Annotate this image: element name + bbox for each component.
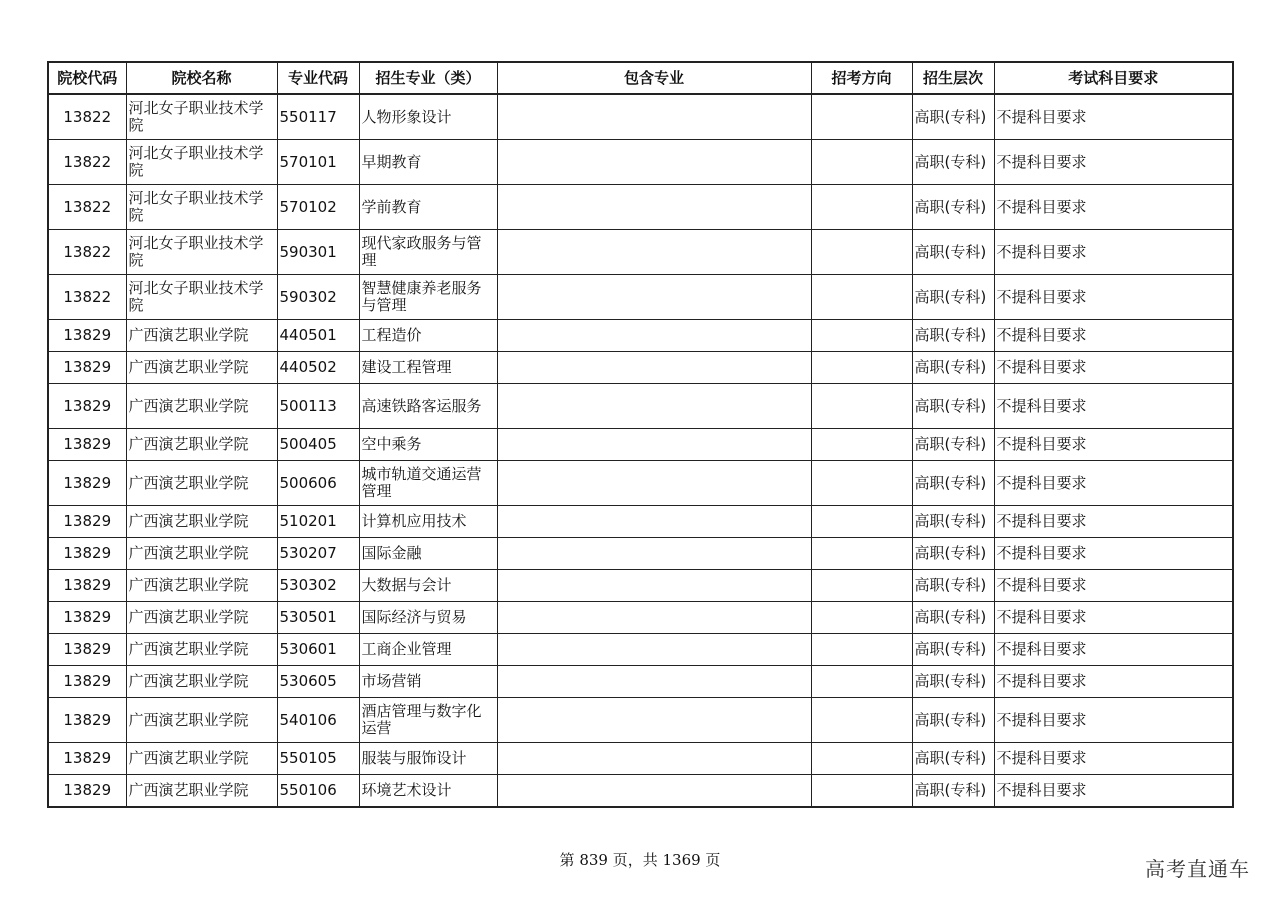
admissions-table	[47, 61, 1234, 808]
level-cell: 高职(专科)	[912, 94, 994, 140]
school-name-cell: 广西演艺职业学院	[126, 352, 277, 384]
included-majors-cell	[497, 275, 811, 320]
table-row	[48, 743, 1233, 775]
major-cell: 酒店管理与数字化运营	[359, 698, 497, 743]
level-cell: 高职(专科)	[912, 666, 994, 698]
table-row	[48, 384, 1233, 429]
included-majors-cell	[497, 140, 811, 185]
school-code-cell: 13829	[48, 775, 126, 808]
watermark: 高考直通车	[1145, 857, 1250, 881]
school-name-cell: 广西演艺职业学院	[126, 320, 277, 352]
table-row	[48, 775, 1233, 808]
subject-requirement-cell: 不提科目要求	[994, 570, 1233, 602]
major-code-cell: 570101	[277, 140, 359, 185]
included-majors-cell	[497, 666, 811, 698]
level-cell: 高职(专科)	[912, 352, 994, 384]
school-name-cell: 广西演艺职业学院	[126, 698, 277, 743]
subject-requirement-cell: 不提科目要求	[994, 185, 1233, 230]
major-cell: 城市轨道交通运营管理	[359, 461, 497, 506]
school-code-cell: 13829	[48, 570, 126, 602]
school-code-cell: 13822	[48, 275, 126, 320]
table-header-row	[48, 62, 1233, 94]
major-code-cell: 550105	[277, 743, 359, 775]
school-code-cell: 13822	[48, 230, 126, 275]
major-code-cell: 530605	[277, 666, 359, 698]
level-cell: 高职(专科)	[912, 140, 994, 185]
direction-cell	[811, 230, 912, 275]
direction-cell	[811, 775, 912, 808]
direction-cell	[811, 275, 912, 320]
header-major-code: 专业代码	[277, 62, 359, 94]
included-majors-cell	[497, 775, 811, 808]
school-name-cell: 广西演艺职业学院	[126, 634, 277, 666]
level-cell: 高职(专科)	[912, 275, 994, 320]
school-code-cell: 13822	[48, 140, 126, 185]
page-number: 第 839 页，共 1369 页	[559, 851, 721, 869]
major-cell: 智慧健康养老服务与管理	[359, 275, 497, 320]
school-name-cell: 广西演艺职业学院	[126, 506, 277, 538]
direction-cell	[811, 140, 912, 185]
major-cell: 建设工程管理	[359, 352, 497, 384]
direction-cell	[811, 352, 912, 384]
header-school-code: 院校代码	[48, 62, 126, 94]
major-code-cell: 530601	[277, 634, 359, 666]
subject-requirement-cell: 不提科目要求	[994, 634, 1233, 666]
school-name-cell: 河北女子职业技术学院	[126, 275, 277, 320]
included-majors-cell	[497, 634, 811, 666]
header-included-majors: 包含专业	[497, 62, 811, 94]
subject-requirement-cell: 不提科目要求	[994, 320, 1233, 352]
major-code-cell: 590302	[277, 275, 359, 320]
school-code-cell: 13829	[48, 666, 126, 698]
major-cell: 大数据与会计	[359, 570, 497, 602]
direction-cell	[811, 429, 912, 461]
school-name-cell: 广西演艺职业学院	[126, 743, 277, 775]
school-code-cell: 13829	[48, 352, 126, 384]
header-major: 招生专业（类）	[359, 62, 497, 94]
subject-requirement-cell: 不提科目要求	[994, 602, 1233, 634]
school-code-cell: 13829	[48, 461, 126, 506]
direction-cell	[811, 570, 912, 602]
table-row	[48, 538, 1233, 570]
table-row	[48, 320, 1233, 352]
school-code-cell: 13829	[48, 602, 126, 634]
major-cell: 早期教育	[359, 140, 497, 185]
major-code-cell: 530207	[277, 538, 359, 570]
direction-cell	[811, 538, 912, 570]
direction-cell	[811, 698, 912, 743]
major-code-cell: 510201	[277, 506, 359, 538]
school-name-cell: 河北女子职业技术学院	[126, 185, 277, 230]
direction-cell	[811, 634, 912, 666]
school-name-cell: 广西演艺职业学院	[126, 666, 277, 698]
direction-cell	[811, 185, 912, 230]
subject-requirement-cell: 不提科目要求	[994, 94, 1233, 140]
subject-requirement-cell: 不提科目要求	[994, 429, 1233, 461]
header-direction: 招考方向	[811, 62, 912, 94]
level-cell: 高职(专科)	[912, 506, 994, 538]
header-subject-requirement: 考试科目要求	[994, 62, 1233, 94]
major-cell: 工商企业管理	[359, 634, 497, 666]
direction-cell	[811, 743, 912, 775]
school-code-cell: 13822	[48, 185, 126, 230]
direction-cell	[811, 602, 912, 634]
direction-cell	[811, 506, 912, 538]
table-row	[48, 429, 1233, 461]
subject-requirement-cell: 不提科目要求	[994, 743, 1233, 775]
table-row	[48, 506, 1233, 538]
major-code-cell: 500405	[277, 429, 359, 461]
school-code-cell: 13829	[48, 743, 126, 775]
included-majors-cell	[497, 352, 811, 384]
major-code-cell: 540106	[277, 698, 359, 743]
direction-cell	[811, 666, 912, 698]
subject-requirement-cell: 不提科目要求	[994, 230, 1233, 275]
included-majors-cell	[497, 602, 811, 634]
major-code-cell: 530302	[277, 570, 359, 602]
table-row	[48, 602, 1233, 634]
major-cell: 高速铁路客运服务	[359, 384, 497, 429]
school-code-cell: 13829	[48, 506, 126, 538]
level-cell: 高职(专科)	[912, 429, 994, 461]
direction-cell	[811, 94, 912, 140]
major-cell: 市场营销	[359, 666, 497, 698]
table-row	[48, 185, 1233, 230]
included-majors-cell	[497, 570, 811, 602]
included-majors-cell	[497, 185, 811, 230]
major-code-cell: 590301	[277, 230, 359, 275]
subject-requirement-cell: 不提科目要求	[994, 140, 1233, 185]
subject-requirement-cell: 不提科目要求	[994, 775, 1233, 808]
major-cell: 工程造价	[359, 320, 497, 352]
major-code-cell: 530501	[277, 602, 359, 634]
major-cell: 学前教育	[359, 185, 497, 230]
major-cell: 现代家政服务与管理	[359, 230, 497, 275]
school-code-cell: 13829	[48, 429, 126, 461]
included-majors-cell	[497, 384, 811, 429]
school-code-cell: 13829	[48, 634, 126, 666]
header-school-name: 院校名称	[126, 62, 277, 94]
included-majors-cell	[497, 94, 811, 140]
major-cell: 国际经济与贸易	[359, 602, 497, 634]
school-name-cell: 广西演艺职业学院	[126, 461, 277, 506]
table-row	[48, 666, 1233, 698]
level-cell: 高职(专科)	[912, 230, 994, 275]
table-row	[48, 140, 1233, 185]
school-code-cell: 13822	[48, 94, 126, 140]
table-row	[48, 634, 1233, 666]
school-name-cell: 广西演艺职业学院	[126, 384, 277, 429]
header-level: 招生层次	[912, 62, 994, 94]
table-row	[48, 94, 1233, 140]
included-majors-cell	[497, 230, 811, 275]
subject-requirement-cell: 不提科目要求	[994, 275, 1233, 320]
table-row	[48, 698, 1233, 743]
major-code-cell: 570102	[277, 185, 359, 230]
school-name-cell: 广西演艺职业学院	[126, 570, 277, 602]
level-cell: 高职(专科)	[912, 320, 994, 352]
table-row	[48, 352, 1233, 384]
level-cell: 高职(专科)	[912, 384, 994, 429]
school-name-cell: 河北女子职业技术学院	[126, 140, 277, 185]
table-row	[48, 461, 1233, 506]
major-cell: 环境艺术设计	[359, 775, 497, 808]
major-cell: 人物形象设计	[359, 94, 497, 140]
school-code-cell: 13829	[48, 320, 126, 352]
school-code-cell: 13829	[48, 384, 126, 429]
school-name-cell: 广西演艺职业学院	[126, 775, 277, 808]
subject-requirement-cell: 不提科目要求	[994, 506, 1233, 538]
school-code-cell: 13829	[48, 698, 126, 743]
school-code-cell: 13829	[48, 538, 126, 570]
table-row	[48, 275, 1233, 320]
major-cell: 国际金融	[359, 538, 497, 570]
school-name-cell: 河北女子职业技术学院	[126, 230, 277, 275]
included-majors-cell	[497, 743, 811, 775]
included-majors-cell	[497, 506, 811, 538]
major-code-cell: 500606	[277, 461, 359, 506]
included-majors-cell	[497, 429, 811, 461]
level-cell: 高职(专科)	[912, 775, 994, 808]
subject-requirement-cell: 不提科目要求	[994, 538, 1233, 570]
school-name-cell: 广西演艺职业学院	[126, 429, 277, 461]
level-cell: 高职(专科)	[912, 538, 994, 570]
table-body	[48, 94, 1233, 807]
level-cell: 高职(专科)	[912, 461, 994, 506]
major-code-cell: 440502	[277, 352, 359, 384]
school-name-cell: 广西演艺职业学院	[126, 602, 277, 634]
included-majors-cell	[497, 461, 811, 506]
major-cell: 空中乘务	[359, 429, 497, 461]
subject-requirement-cell: 不提科目要求	[994, 698, 1233, 743]
major-cell: 计算机应用技术	[359, 506, 497, 538]
table-row	[48, 570, 1233, 602]
major-cell: 服装与服饰设计	[359, 743, 497, 775]
level-cell: 高职(专科)	[912, 634, 994, 666]
major-code-cell: 440501	[277, 320, 359, 352]
major-code-cell: 550106	[277, 775, 359, 808]
level-cell: 高职(专科)	[912, 698, 994, 743]
subject-requirement-cell: 不提科目要求	[994, 384, 1233, 429]
level-cell: 高职(专科)	[912, 602, 994, 634]
level-cell: 高职(专科)	[912, 185, 994, 230]
school-name-cell: 河北女子职业技术学院	[126, 94, 277, 140]
included-majors-cell	[497, 538, 811, 570]
major-code-cell: 550117	[277, 94, 359, 140]
included-majors-cell	[497, 698, 811, 743]
direction-cell	[811, 384, 912, 429]
table-row	[48, 230, 1233, 275]
school-name-cell: 广西演艺职业学院	[126, 538, 277, 570]
included-majors-cell	[497, 320, 811, 352]
subject-requirement-cell: 不提科目要求	[994, 461, 1233, 506]
subject-requirement-cell: 不提科目要求	[994, 666, 1233, 698]
direction-cell	[811, 320, 912, 352]
major-code-cell: 500113	[277, 384, 359, 429]
subject-requirement-cell: 不提科目要求	[994, 352, 1233, 384]
level-cell: 高职(专科)	[912, 570, 994, 602]
level-cell: 高职(专科)	[912, 743, 994, 775]
direction-cell	[811, 461, 912, 506]
